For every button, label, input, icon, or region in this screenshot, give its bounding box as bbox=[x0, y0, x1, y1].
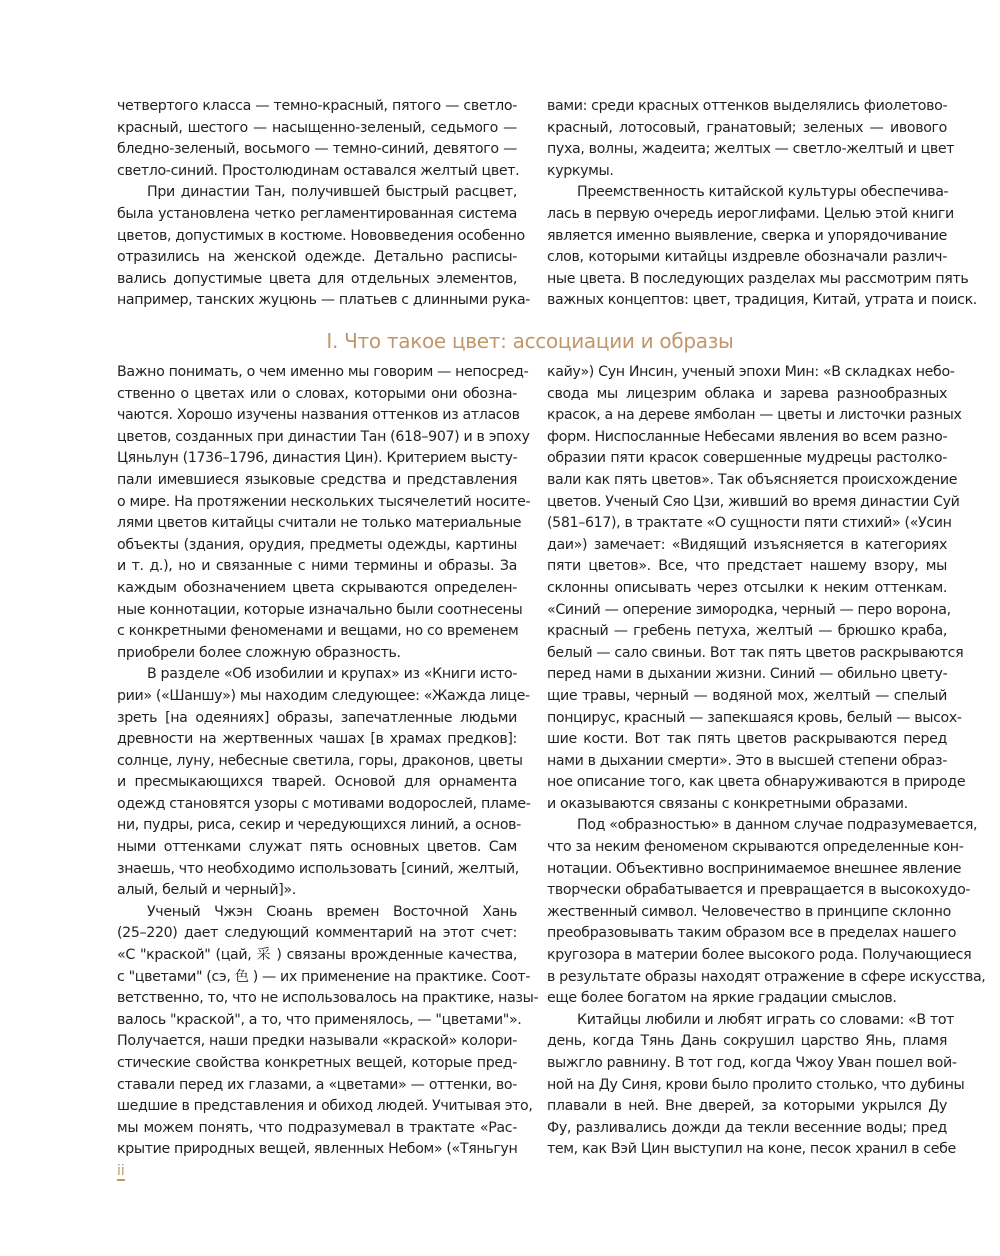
text-line: была установлена четко регламентированная система bbox=[117, 205, 517, 222]
text-line: и пресмыкающихся тварей. Основой для орнамента bbox=[117, 774, 517, 791]
text-line: слов, которыми китайцы издревле обозначали различ- bbox=[547, 249, 947, 266]
text-line: что за неким феноменом скрываются определенные кон- bbox=[547, 839, 964, 856]
text-line: Фу, разливались дожди да текли весенние воды; пред bbox=[547, 1119, 947, 1136]
text-line: понцирус, красный — запекшаяся кровь, белый — высох- bbox=[547, 709, 962, 726]
text-line: каждым обозначением цвета скрываются определен- bbox=[117, 579, 517, 596]
text-line: выжгло равнину. В тот год, когда Чжоу Уван пошел вой- bbox=[547, 1055, 957, 1071]
text-line: приобрели более сложную образность. bbox=[117, 644, 401, 661]
text-line: вами: среди красных оттенков выделялись фиолетово- bbox=[547, 98, 948, 114]
text-line: куркумы. bbox=[547, 162, 614, 179]
text-line: красок, а на дереве ямболан — цветы и листочки разных bbox=[547, 407, 962, 424]
text-line: цветов, допустимых в костюме. Нововведения особенно bbox=[117, 227, 525, 244]
text-line: о мире. На протяжении нескольких тысячелетий носите- bbox=[117, 493, 531, 510]
text-line: тем, как Вэй Цин выступил на коне, песок хранил в себе bbox=[547, 1141, 956, 1158]
top-right-column bbox=[547, 96, 977, 312]
text-line: еще более богатом на яркие градации смыслов. bbox=[547, 990, 897, 1007]
text-line: пали имевшиеся языковые средства и представления bbox=[117, 471, 517, 488]
text-line: с конкретными феноменами и вещами, но со временем bbox=[117, 623, 519, 640]
text-line: Преемственность китайской культуры обеспечива- bbox=[577, 184, 949, 201]
text-line: шедшие в представления и обиход людей. Учитывая это, bbox=[117, 1098, 533, 1115]
text-line: плавали в ней. Вне дверей, за которыми укрылся Ду bbox=[547, 1098, 947, 1115]
text-line: склонны описывать через отсылки к неким оттенкам. bbox=[547, 579, 947, 596]
text-line: кайу») Сун Инсин, ученый эпохи Мин: «В складках небо- bbox=[547, 364, 955, 380]
text-line: щие травы, черный — водяной мох, желтый — спелый bbox=[547, 687, 947, 704]
text-line: кругозора в материи более высокого рода. Получающиеся bbox=[547, 947, 972, 964]
text-line: нотации. Объективно воспринимаемое внешнее явление bbox=[547, 860, 962, 877]
text-line: даи») замечает: «Видящий изъясняется в категориях bbox=[547, 536, 947, 553]
text-line: В разделе «Об изобилии и крупах» из «Книги исто- bbox=[147, 666, 518, 683]
text-line: валось "краской", а то, что применялось, — "цветами"». bbox=[117, 1011, 522, 1028]
text-line: ставали перед их глазами, а «цветами» — оттенки, во- bbox=[117, 1076, 517, 1093]
text-line: знаешь, что необходимо использовать [синий, желтый, bbox=[117, 860, 519, 877]
text-line: «Синий — оперение зимородка, черный — перо ворона, bbox=[547, 601, 951, 618]
text-line: является именно выявление, сверка и упорядочивание bbox=[547, 227, 947, 244]
text-line: шие кости. Вот так пять цветов раскрываются перед bbox=[547, 731, 947, 748]
text-line: Важно понимать, о чем именно мы говорим — непосред- bbox=[117, 364, 529, 380]
text-line: вали как пять цветов». Так объясняется происхождение bbox=[547, 471, 958, 488]
text-line: древности на жертвенных чашах [в храмах предков]: bbox=[117, 731, 517, 748]
text-line: день, когда Тянь Дань сокрушил царство Янь, пламя bbox=[547, 1033, 947, 1050]
text-line: важных концептов: цвет, традиция, Китай, утрата и поиск. bbox=[547, 292, 977, 309]
text-line: например, танских жуцюнь — платьев с длинными рука- bbox=[117, 292, 531, 309]
section-heading: I. Что такое цвет: ассоциации и образы bbox=[326, 329, 734, 353]
text-line: Под «образностью» в данном случае подразумевается, bbox=[577, 817, 978, 834]
page-number: ii bbox=[117, 1163, 125, 1179]
text-line: красный — гребень петуха, желтый — брюшко краба, bbox=[547, 623, 947, 640]
text-line: ветственно, то, что не использовалось на практике, назы- bbox=[117, 990, 539, 1007]
text-line: крытие природных вещей, явленных Небом» («Тяньгун bbox=[117, 1141, 518, 1158]
text-line: образии пяти красок совершенные мудрецы растолко- bbox=[547, 450, 947, 467]
text-line: с "цветами" (сэ, 色 ) — их применение на практике. Соот- bbox=[117, 968, 531, 985]
text-line: цветов, созданных при династии Тан (618–907) и в эпоху bbox=[117, 428, 530, 445]
text-line: белый — сало свиньи. Вот так пять цветов раскрываются bbox=[547, 644, 964, 661]
text-line: красный, шестого — насыщенно-зеленый, седьмого — bbox=[117, 119, 517, 136]
text-line: лась в первую очередь иероглифами. Целью этой книги bbox=[547, 205, 954, 222]
text-line: зреть [на одеяниях] образы, запечатленные людьми bbox=[117, 709, 517, 726]
text-line: вались допустимые цвета для отдельных элементов, bbox=[117, 270, 517, 287]
text-line: пуха, волны, жадеита; желтых — светло-желтый и цвет bbox=[547, 141, 955, 158]
text-line: светло-синий. Простолюдинам оставался желтый цвет. bbox=[117, 162, 520, 179]
text-line: Цяньлун (1736–1796, династия Цин). Критерием высту- bbox=[117, 450, 518, 467]
text-line: ные коннотации, которые изначально были соотнесены bbox=[117, 601, 523, 618]
text-line: ные цвета. В последующих разделах мы рассмотрим пять bbox=[547, 270, 969, 287]
text-line: в результате образы находят отражение в сфере искусства, bbox=[547, 968, 986, 985]
top-left-column bbox=[117, 96, 531, 312]
text-line: свода мы лицезрим облака и зарева разнообразных bbox=[547, 385, 947, 402]
text-line: объекты (здания, орудия, предметы одежды, картины bbox=[117, 536, 517, 553]
text-line: (25–220) дает следующий комментарий на этот счет: bbox=[117, 925, 517, 942]
text-line: ной на Ду Синя, крови было пролито столько, что дубины bbox=[547, 1076, 965, 1093]
text-line: одежд становятся узоры с мотивами водорослей, пламе- bbox=[117, 795, 531, 812]
text-line: нами в дыхании смерти». Это в высшей степени образ- bbox=[547, 752, 947, 769]
text-line: цветов. Ученый Сяо Цзи, живший во время династии Суй bbox=[547, 493, 960, 510]
text-line: творчески обрабатывается и превращается в высокохудо- bbox=[547, 882, 971, 899]
text-line: жественный символ. Человечество в принципе склонно bbox=[547, 903, 951, 920]
text-line: ственно о цветах или о словах, которыми они обозна- bbox=[117, 385, 517, 402]
main-left-column bbox=[117, 362, 539, 1161]
text-line: При династии Тан, получившей быстрый расцвет, bbox=[147, 184, 517, 201]
text-line: «С "краской" (цай, 采 ) связаны врожденные качества, bbox=[117, 947, 517, 964]
text-line: лями цветов китайцы считали не только материальные bbox=[117, 515, 522, 532]
text-line: чаются. Хорошо изучены названия оттенков из атласов bbox=[117, 407, 520, 424]
text-line: отразились на женской одежде. Детально расписы- bbox=[117, 249, 517, 266]
text-line: четвертого класса — темно-красный, пятого — светло- bbox=[117, 98, 517, 114]
text-line: и т. д.), но и связанные с ними термины и образы. За bbox=[117, 558, 517, 575]
text-line: Получается, наши предки называли «краской» колори- bbox=[117, 1033, 517, 1050]
text-line: ни, пудры, риса, секир и чередующихся линий, а основ- bbox=[117, 817, 521, 834]
text-line: бледно-зеленый, восьмого — темно-синий, девятого — bbox=[117, 141, 517, 158]
text-line: рии» («Шаншу») мы находим следующее: «Жажда лице- bbox=[117, 687, 530, 704]
text-line: ное описание того, как цвета обнаруживаются в природе bbox=[547, 774, 966, 791]
text-line: мы можем понять, что подразумевал в трактате «Рас- bbox=[117, 1119, 517, 1136]
text-line: и оказываются связаны с конкретными образами. bbox=[547, 795, 908, 812]
text-line: алый, белый и черный]». bbox=[117, 882, 296, 899]
text-line: Китайцы любили и любят играть со словами: «В тот bbox=[577, 1011, 955, 1028]
text-line: стические свойства конкретных вещей, которые пред- bbox=[117, 1055, 517, 1071]
text-line: форм. Ниспосланные Небесами явления во всем разно- bbox=[547, 428, 948, 445]
text-line: солнце, луну, небесные светила, горы, драконов, цветы bbox=[117, 752, 523, 769]
text-line: (581–617), в трактате «О сущности пяти стихий» («Усин bbox=[547, 515, 952, 532]
text-line: Ученый Чжэн Сюань времен Восточной Хань bbox=[147, 903, 517, 920]
main-right-column bbox=[547, 362, 986, 1161]
text-line: ными оттенками служат пять основных цветов. Сам bbox=[117, 839, 517, 856]
text-line: преобразовывать таким образом все в пределах нашего bbox=[547, 925, 957, 942]
text-line: красный, лотосовый, гранатовый; зеленых — ивового bbox=[547, 119, 947, 136]
text-line: пяти цветов». Все, что предстает нашему взору, мы bbox=[547, 558, 947, 575]
text-line: перед нами в дыхании жизни. Синий — обильно цвету- bbox=[547, 666, 948, 683]
